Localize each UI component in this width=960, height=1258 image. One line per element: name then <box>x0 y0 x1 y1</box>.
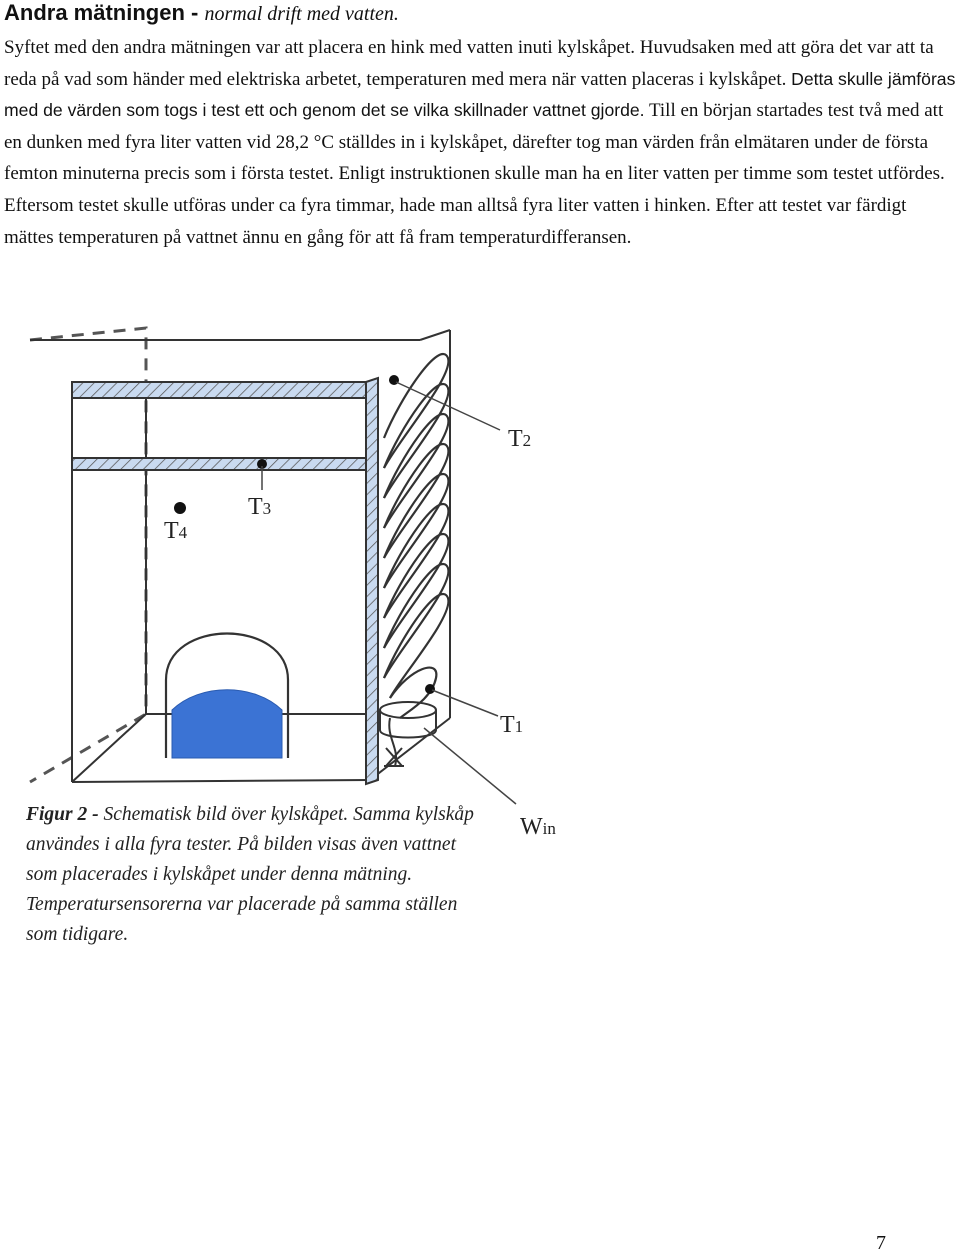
freezer-shelf <box>72 458 370 470</box>
t1-leader-line <box>432 690 498 716</box>
label-t2: T2 <box>508 426 532 452</box>
body-text-3: Till en början startades test två med att en dunken med fyra liter vatten vid 28,2 °C ställdes in i kylskåpet, därefter tog man värden från elmätaren under de första femton minuterna precis som i första testet. Enligt instruktionen skulle man ha en liter vatten per timme som testet utfördes. Eftersom testet skulle utföras under ca fyra timmar, hade man alltså fyra liter vatten i hinken. Efter att testet var färdigt mättes temperaturen på vattnet ännu en gång för att få fram temperaturdifferansen. <box>4 100 945 248</box>
label-t4: T4 <box>164 518 188 544</box>
section-title: Andra mätningen - <box>4 0 199 25</box>
body-paragraph <box>4 32 960 253</box>
win-leader-line <box>424 728 516 804</box>
body-text-1: Syftet med den andra mätningen var att placera en hink med vatten inuti kylskåpet. Huvudsaken med att göra det var att ta reda på vad som händer med elektriska arbetet, temperaturen med mera när vatten placeras i kylskåpet. <box>4 37 934 90</box>
label-t1: T1 <box>500 712 524 738</box>
sensor-t4-dot <box>174 502 186 514</box>
water-fill <box>172 690 282 758</box>
caption-text: Schematisk bild över kylskåpet. Samma kylskåp användes i alla fyra tester. På bilden visas även vattnet som placerades i kylskåpet under denna mätning. Temperatursensorerna var placerade på samma ställen som tidigare. <box>26 804 474 945</box>
page-number: 7 <box>876 1232 886 1254</box>
caption-lead: Figur 2 - <box>26 804 99 825</box>
body-text-2: Detta skulle jämföras med de värden som togs i test ett och genom det se vilka skillnader vattnet gjorde. <box>4 68 956 121</box>
sensor-t1-dot <box>425 684 435 694</box>
label-t3: T3 <box>248 494 272 520</box>
condenser-coil <box>384 354 448 718</box>
top-insulation-wall <box>72 382 370 398</box>
section-subtitle: normal drift med vatten. <box>204 3 399 25</box>
section-heading <box>4 0 399 29</box>
figure-caption <box>26 800 476 950</box>
back-insulation-wall <box>366 378 378 784</box>
label-win: Win <box>520 814 556 840</box>
